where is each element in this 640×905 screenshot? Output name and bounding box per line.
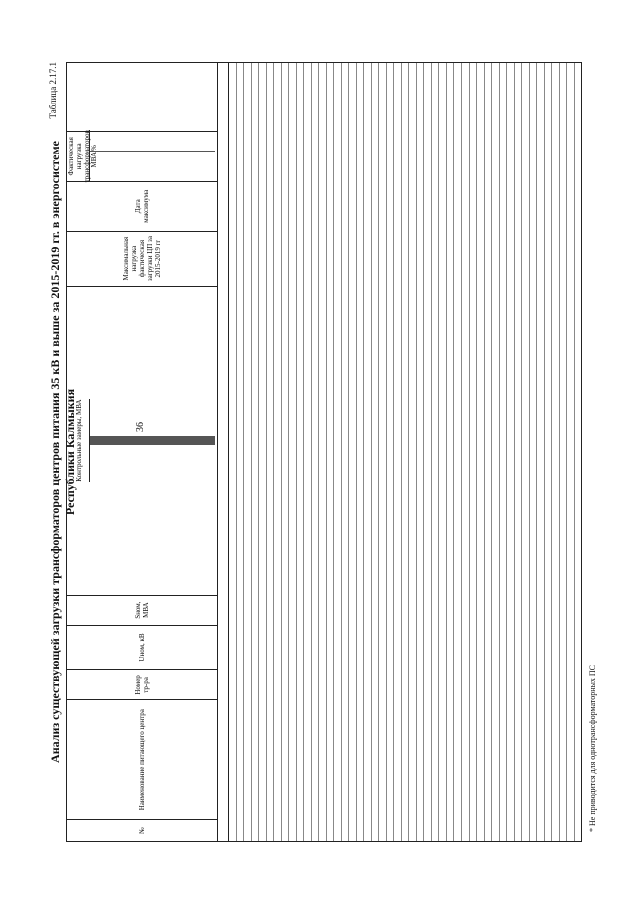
table-row [409, 63, 417, 841]
column-number-row [218, 63, 229, 841]
document-title: Анализ существующей загрузки трансформаторов центров питания 35 кВ и выше за 2015-2019 гг. в энергосистеме Республики Калмыкия [48, 141, 77, 763]
header-factload [67, 131, 217, 181]
rotated-sheet [40, 52, 600, 852]
header-date: Дата максимума [67, 181, 217, 231]
table-row [462, 63, 470, 841]
table-row [364, 63, 372, 841]
table-row [424, 63, 432, 841]
table-row [282, 63, 290, 841]
table-row [259, 63, 267, 841]
page-number: 36 [135, 422, 146, 432]
table-number: Таблица 2.17.1 [48, 62, 58, 119]
table-row [492, 63, 500, 841]
header-snom: Sном, МВА [67, 595, 217, 625]
table-row [244, 63, 252, 841]
header-control-label: Контрольные замеры, МВА [69, 399, 90, 481]
table-row [447, 63, 455, 841]
header-name: Наименование питающего центра [67, 699, 217, 819]
table-row [515, 63, 523, 841]
table-body [229, 63, 581, 841]
table-row [349, 63, 357, 841]
table-row [454, 63, 462, 841]
load-analysis-table [66, 62, 582, 842]
header-unom: Uном, кВ [67, 625, 217, 670]
table-header [67, 63, 218, 841]
table-row [432, 63, 440, 841]
header-extra [67, 63, 217, 131]
table-row [575, 63, 582, 841]
header-num: № [67, 819, 217, 841]
header-trans: Номер тр-ра [67, 669, 217, 699]
table-row [304, 63, 312, 841]
table-row [274, 63, 282, 841]
table-row [387, 63, 395, 841]
footnote: * Не приводится для однотрансформаторных ПС [588, 665, 597, 832]
header-control-columns [90, 436, 215, 445]
table-row [500, 63, 508, 841]
header-factload-pct: % [90, 145, 98, 151]
table-row [394, 63, 402, 841]
table-row [267, 63, 275, 841]
table-row [402, 63, 410, 841]
header-control [67, 286, 217, 595]
table-row [470, 63, 478, 841]
table-row [530, 63, 538, 841]
table-row [319, 63, 327, 841]
table-row [342, 63, 350, 841]
table-row [229, 63, 237, 841]
table-row [237, 63, 245, 841]
table-row [312, 63, 320, 841]
header-maxload: Максимальная нагрузка фактическая загрузки ЦП за 2015-2019 гг [67, 231, 217, 286]
table-row [439, 63, 447, 841]
table-row [507, 63, 515, 841]
table-row [297, 63, 305, 841]
table-row [417, 63, 425, 841]
table-row [327, 63, 335, 841]
table-row [289, 63, 297, 841]
table-row [560, 63, 568, 841]
table-row [552, 63, 560, 841]
header-factload-units [90, 145, 215, 167]
table-row [522, 63, 530, 841]
table-row [372, 63, 380, 841]
table-row [545, 63, 553, 841]
table-row [485, 63, 493, 841]
table-row [537, 63, 545, 841]
header-factload-mva: МВА [90, 151, 215, 168]
table-row [357, 63, 365, 841]
header-factload-label: Фактическая нагрузка трансформаторов [67, 130, 91, 183]
table-row [334, 63, 342, 841]
table-row [252, 63, 260, 841]
table-row [567, 63, 575, 841]
table-row [379, 63, 387, 841]
table-row [477, 63, 485, 841]
